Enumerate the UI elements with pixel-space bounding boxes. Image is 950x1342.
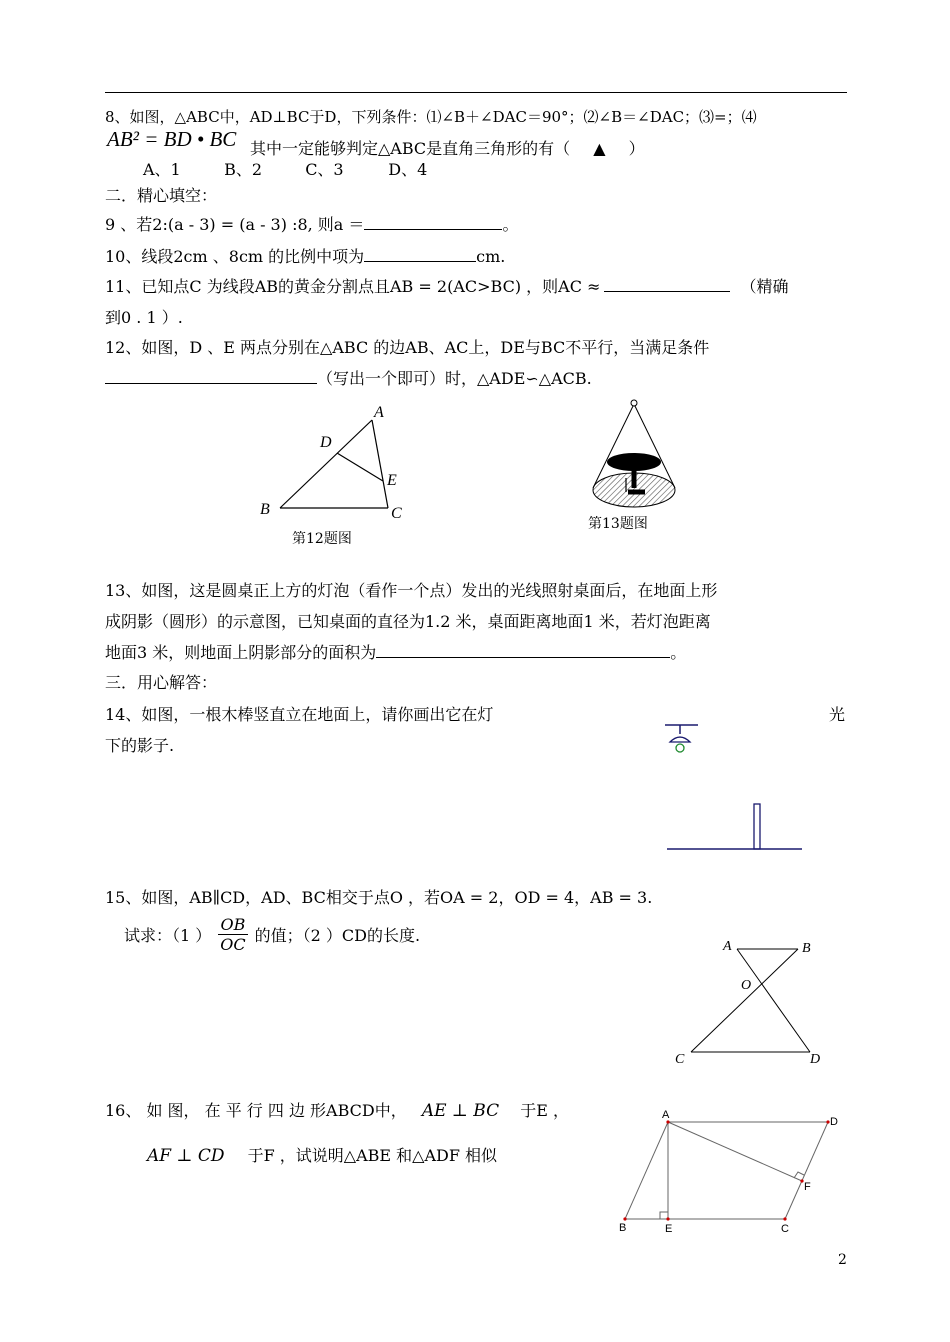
q8-options: [143, 157, 427, 180]
q9-end: 。: [502, 215, 519, 234]
q15-fraction-numerator: OB: [218, 915, 249, 935]
fig14-lamp-and-stick: [660, 720, 810, 855]
q8-formula-text: AB² = BD • BC: [107, 127, 237, 151]
q8-option-b: B、2: [224, 160, 263, 179]
q15-fraction-denominator: OC: [220, 935, 246, 954]
fig12-triangle: [250, 395, 420, 530]
q11-answer-blank[interactable]: [604, 291, 730, 292]
q13-end: 。: [670, 643, 687, 662]
q13-line3-text: 地面3 米，则地面上阴影部分的面积为: [105, 643, 377, 662]
fig16-label-a: A: [662, 1109, 670, 1121]
fig15-label-b: B: [802, 941, 811, 956]
fig16-side-ab: [625, 1122, 668, 1219]
q11-text: 11、已知点C 为线段AB的黄金分割点且AB = 2(AC>BC) ，则AC ≈: [105, 277, 601, 296]
q11: [105, 274, 788, 297]
q15-fraction: [217, 915, 248, 954]
fig16-side-dc: [785, 1122, 828, 1219]
q9-answer-blank[interactable]: [364, 229, 502, 230]
q10-text: 10、线段2cm 、8cm 的比例中项为: [105, 247, 365, 266]
fig16-altitude-af: [668, 1122, 802, 1181]
q12-line1: 12、如图，D 、E 两点分别在△ABC 的边AB、AC上，DE与BC不平行，当满足条件: [105, 338, 710, 357]
fig16-label-f: F: [804, 1181, 811, 1193]
q15-ask-prefix: 试求：（1 ）: [124, 926, 212, 945]
fig15-label-d: D: [810, 1052, 821, 1067]
fig15-segment-bc: [691, 949, 798, 1052]
fig15-segment-ad: [737, 949, 810, 1052]
q12-answer-blank[interactable]: [105, 383, 317, 384]
q8-line2-close: ）: [628, 139, 645, 158]
q10: [105, 244, 505, 267]
q10-answer-blank[interactable]: [364, 261, 476, 262]
q8-option-d: D、4: [388, 160, 428, 179]
q14-line1-tail: 光: [829, 705, 846, 724]
q12-line2-text: （写出一个即可）时，△ADE∽△ACB.: [317, 369, 592, 388]
fig16-label-b: B: [619, 1222, 627, 1234]
q8-option-c: C、3: [305, 160, 344, 179]
q16-line1-prefix: 16、 如 图， 在 平 行 四 边 形ABCD中，: [105, 1101, 407, 1120]
fig13-caption: 第13题图: [588, 516, 648, 532]
q14-line1: 14、如图，一根木棒竖直立在地面上，请你画出它在灯: [105, 705, 494, 724]
q12-line2: [105, 366, 592, 389]
q13-line2: 成阴影（圆形）的示意图，已知桌面的直径为1.2 米，桌面距离地面1 米，若灯泡距离: [105, 612, 711, 631]
q15-ask: [124, 915, 420, 954]
section-2-heading: 二．精心填空：: [105, 186, 218, 205]
top-rule: [105, 92, 847, 93]
q10-end: cm.: [476, 247, 506, 266]
fig13-table-top: [607, 453, 661, 471]
fig16-label-c: C: [781, 1223, 789, 1235]
fig16-point-c: [783, 1217, 786, 1220]
answer-triangle-icon: ▲: [593, 139, 606, 158]
section-3-heading: 三．用心解答：: [105, 673, 218, 692]
q16-line1-math: AE ⊥ BC: [421, 1101, 500, 1121]
fig16-label-d: D: [830, 1116, 838, 1128]
q8-line1: 8、如图，△ABC中，AD⊥BC于D，下列条件：⑴∠B＋∠DAC＝90°；⑵∠B＝∠DAC；⑶=；⑷: [105, 108, 757, 126]
q13-line1: 13、如图，这是圆桌正上方的灯泡（看作一个点）发出的光线照射桌面后，在地面上形: [105, 581, 718, 600]
fig16-point-e: [666, 1217, 669, 1220]
q8-line2-text: 其中一定能够判定△ABC是直角三角形的有（: [250, 139, 571, 158]
fig12-label-d: D: [320, 434, 332, 451]
q11-line2: 到0 . 1 ）.: [105, 308, 183, 327]
q13-line3: [105, 640, 686, 663]
fig14-lamp-shade-icon: [670, 737, 690, 742]
q16-line1: [105, 1098, 569, 1121]
fig16-parallelogram: [610, 1105, 850, 1240]
fig12-label-c: C: [391, 505, 402, 522]
q14-line2: 下的影子.: [105, 736, 175, 755]
q8-line2: [250, 136, 645, 159]
fig12-label-e: E: [387, 472, 397, 489]
q8-option-a: A、1: [143, 160, 181, 179]
fig12-label-b: B: [260, 501, 270, 518]
q9: [105, 212, 518, 235]
fig16-label-e: E: [665, 1223, 673, 1235]
fig13-bulb-icon: [631, 400, 637, 406]
page-number: 2: [838, 1252, 847, 1268]
fig15-label-o: O: [741, 978, 752, 993]
q15-line1: 15、如图，AB∥CD，AD、BC相交于点O ，若OA = 2，OD = 4，AB = 3.: [105, 888, 653, 907]
q11-end: （精确: [740, 277, 789, 296]
q15-ask-suffix: 的值；（2 ）CD的长度.: [254, 926, 421, 945]
fig16-right-angle-f: [794, 1172, 804, 1178]
q16-line2-suffix: 于F ，试说明△ABE 和△ADF 相似: [247, 1146, 498, 1165]
q13-answer-blank[interactable]: [376, 657, 670, 658]
fig12-side-ac: [372, 420, 388, 508]
fig13-lamp-cone: [585, 396, 685, 516]
q16-line2-math: AF ⊥ CD: [147, 1146, 225, 1166]
fig15-label-a: A: [723, 939, 732, 954]
q16-line1-suffix: 于E ，: [520, 1101, 569, 1120]
fig15-hourglass: [665, 932, 835, 1067]
fig12-segment-de: [337, 453, 383, 481]
fig12-caption: 第12题图: [292, 531, 352, 547]
q9-text: 9 、若2:(a - 3) = (a - 3) :8, 则a ＝: [105, 215, 365, 234]
fig16-point-b: [623, 1217, 626, 1220]
q8-formula: [107, 127, 236, 152]
fig15-label-c: C: [675, 1052, 685, 1067]
fig14-wooden-stick: [754, 804, 760, 849]
fig12-label-a: A: [374, 404, 384, 421]
fig14-bulb-icon: [676, 744, 684, 752]
q16-line2: [147, 1143, 497, 1166]
